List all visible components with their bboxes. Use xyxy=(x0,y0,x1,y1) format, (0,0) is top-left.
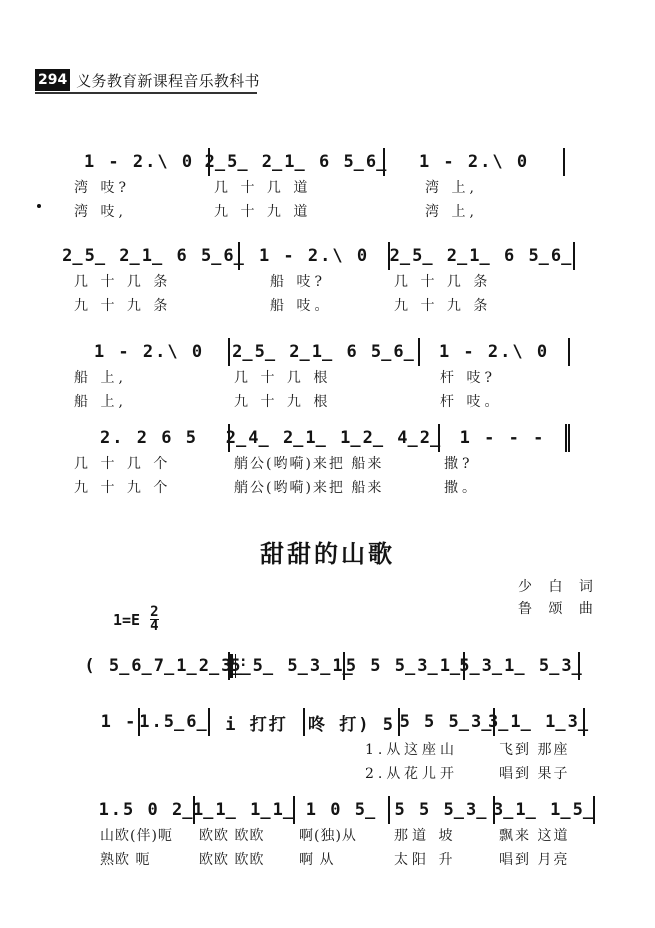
measure: 2̲5̲ 2̲1̲ 6 5̲6̲ xyxy=(230,338,420,366)
notation-line xyxy=(70,148,610,176)
lyric-line-1: 几 十 几 条 船 吱? 几 十 几 条 xyxy=(74,274,492,290)
measure: 1.5 0 2̲ xyxy=(100,796,195,824)
page-number: 294 xyxy=(35,69,70,91)
lyric-line-2: 2.从 花儿开 唱到 果子 xyxy=(365,766,570,782)
lyric-line-1: 几 十 几 个 艄公(哟嗬)来把 船来 撒? xyxy=(74,456,474,472)
measure: 5 5 5̲3̲ xyxy=(400,708,495,736)
measure: 2. 2 6 5 xyxy=(70,424,230,452)
lyric-line-1: 1.从 这座山 飞到 那座 xyxy=(365,742,570,758)
notation-line xyxy=(70,424,610,452)
measure-final: 1 - - - xyxy=(440,424,570,452)
lyric-line-2: 船 上, 九 十 九 根 杆 吱。 xyxy=(74,394,503,410)
key: 1=E xyxy=(113,610,141,629)
song-credits xyxy=(518,576,638,620)
measure: 1.5̲6̲ xyxy=(140,708,210,736)
measure: 2̲5̲ 2̲1̲ 6 5̲6̲ xyxy=(210,148,385,176)
time-signature: $\frac{2}{4}$ xyxy=(150,604,159,634)
measure: 5̲3̲1̲ 5̲3̲ xyxy=(465,652,580,680)
lyric-line-1: 船 上, 几 十 几 根 杆 吱? xyxy=(74,370,496,386)
notation-line xyxy=(100,796,600,824)
notation-line xyxy=(70,338,610,366)
measure: 2̲4̲ 2̲1̲ 1̲2̲ 4̲2̲ xyxy=(230,424,440,452)
song-title: 甜甜的山歌 xyxy=(260,539,395,568)
measure-repeat-start: 5̲5̲ 5̲3̲1̲ : xyxy=(230,652,345,680)
measure: 1 - 2.\ 0 xyxy=(70,338,230,366)
book-title: 义务教育新课程音乐教科书 xyxy=(76,71,260,90)
margin-dot xyxy=(37,204,41,208)
notation-line xyxy=(84,652,600,680)
measure: 1 - 2.\ 0 xyxy=(420,338,570,366)
lyric-line-1: 山欧(伴)呃 欧欧 欧欧 啊(独)从 那道 坡 飘来 这道 xyxy=(100,828,570,844)
measure: 咚 打) 5 xyxy=(305,708,400,736)
lyricist: 少 白 词 xyxy=(518,579,599,595)
measure-intro: ( 5̲6̲7̲1̲2̲3̲ xyxy=(100,652,230,680)
lyric-line-2: 湾 吱, 九 十 九 道 湾 上, xyxy=(74,204,478,220)
measure: 5 5 5̲3̲ xyxy=(390,796,495,824)
measure: 1 - xyxy=(100,708,140,736)
notation-line xyxy=(100,708,600,736)
lyric-line-1: 湾 吱? 几 十 几 道 湾 上, xyxy=(74,180,478,196)
measure: 3̲1̲ 1̲5̲ xyxy=(495,796,595,824)
lyric-line-2: 九 十 九 个 艄公(哟嗬)来把 船来 撒。 xyxy=(74,480,480,496)
measure: i 打打 xyxy=(210,708,305,736)
notation-line xyxy=(62,242,610,270)
lyric-line-2: 九 十 九 条 船 吱。 九 十 九 条 xyxy=(74,298,492,314)
measure: 1 0 5̲ xyxy=(295,796,390,824)
measure: 2̲5̲ 2̲1̲ 6 5̲6̲ xyxy=(70,242,240,270)
measure: 1̲1̲ 1̲1̲ xyxy=(195,796,295,824)
measure: 5 5 5̲3̲1̲ xyxy=(345,652,465,680)
measure: 1 - 2.\ 0 xyxy=(385,148,565,176)
measure: 1 - 2.\ 0 xyxy=(70,148,210,176)
measure: 1 - 2.\ 0 xyxy=(240,242,390,270)
lyric-line-2: 熟欧 呃 欧欧 欧欧 啊 从 太阳 升 唱到 月亮 xyxy=(100,852,570,868)
measure: 3̲1̲ 1̲3̲ xyxy=(495,708,585,736)
measure: 2̲5̲ 2̲1̲ 6 5̲6̲ xyxy=(390,242,575,270)
page-header xyxy=(35,68,260,94)
key-signature xyxy=(113,606,159,633)
composer: 鲁 颂 曲 xyxy=(518,601,599,617)
